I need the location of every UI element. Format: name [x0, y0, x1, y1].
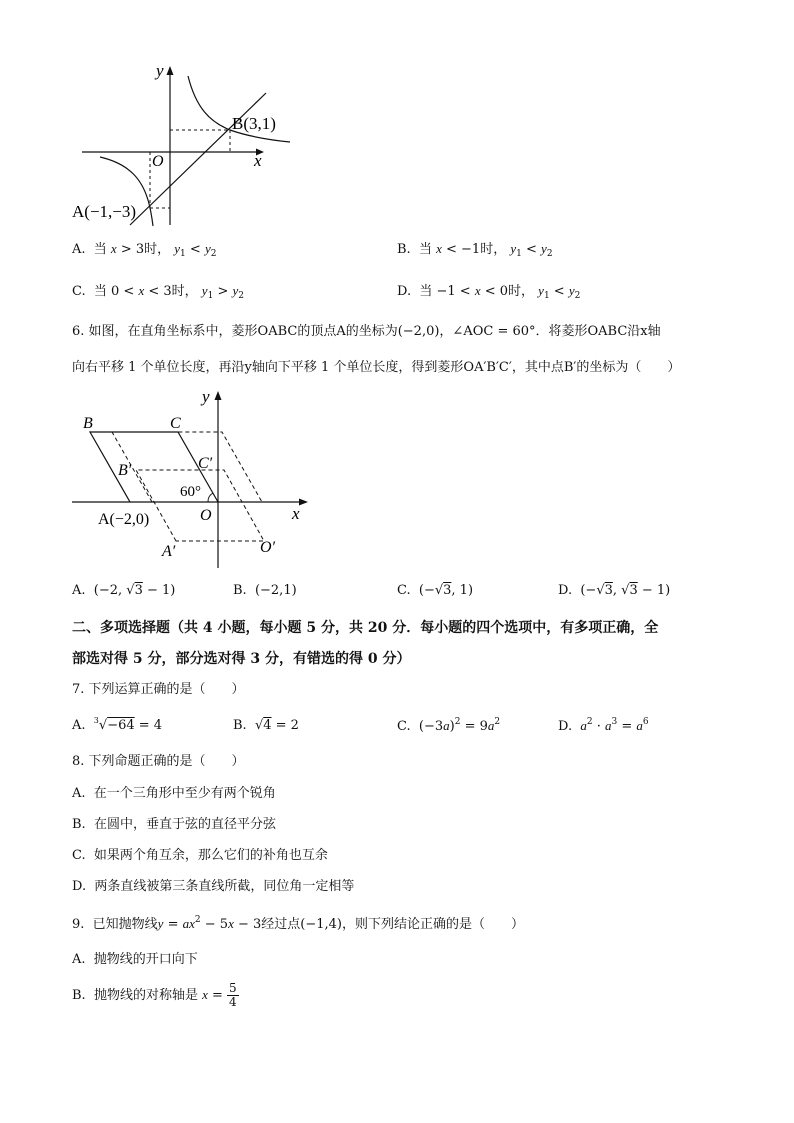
figure-2-x-label: x [292, 504, 300, 523]
q5-option-a[interactable]: A. 当 x > 3时， $y_1 < y_2$ [72, 241, 217, 259]
figure-2-point-o-prime: O′ [260, 539, 276, 556]
figure-2-point-a-prime: A′ [162, 543, 176, 560]
q5-option-b[interactable]: B. 当 x < −1时， $y_1 < y_2$ [397, 241, 553, 259]
q7-option-b[interactable]: B. √4 = 2 [233, 718, 299, 733]
q9-stem: 9. 已知抛物线$y = ax^2 - 5x - 3$经过点(−1,4)，则下列结论正确的是（ ） [72, 915, 524, 932]
section-2-heading-line-2: 部选对得 5 分，部分选对得 3 分，有错选的得 0 分） [72, 651, 411, 667]
figure-2-y-label: y [202, 388, 210, 406]
q7-option-a[interactable]: A. $^3$√−64 = 4 [72, 716, 163, 733]
figure-1-point-a-label: A(−1,−3) [72, 202, 137, 221]
figure-1-point-b-label: B(3,1) [232, 114, 276, 133]
q5-option-d[interactable]: D. 当 −1 < x < 0时， $y_1 < y_2$ [397, 283, 581, 301]
figure-2-rhombus [70, 388, 320, 573]
figure-1-hyperbola-line [70, 60, 300, 230]
q6-option-b[interactable]: B. (−2,1) [233, 583, 297, 598]
q6-stem-line-2: 向右平移 1 个单位长度，再沿y轴向下平移 1 个单位长度，得到菱形OA′B′C′，其中点B′的坐标为（ ） [72, 360, 681, 375]
q8-option-a[interactable]: A. 在一个三角形中至少有两个锐角 [72, 786, 276, 801]
figure-1-origin-label: O [152, 153, 164, 170]
q6-option-a[interactable]: A. (−2, √3 − 1) [72, 583, 176, 598]
figure-1-y-label: y [156, 61, 164, 80]
q6-option-d[interactable]: D. (−√3, √3 − 1) [558, 583, 671, 598]
figure-2-point-c: C [170, 415, 181, 432]
figure-2-point-c-prime: C′ [198, 455, 213, 472]
q6-stem-line-1: 6. 如图，在直角坐标系中，菱形OABC的顶点A的坐标为(−2,0)，∠AOC = 60°．将菱形OABC沿x轴 [72, 324, 661, 339]
figure-2-point-b: B [83, 415, 93, 432]
q8-option-d[interactable]: D. 两条直线被第三条直线所截，同位角一定相等 [72, 879, 355, 894]
q7-stem: 7. 下列运算正确的是（ ） [72, 682, 245, 697]
fraction-5-over-4: $\frac{5}{4}$ [229, 981, 237, 1009]
section-2-heading-line-1: 二、多项选择题（共 4 小题，每小题 5 分，共 20 分．每小题的四个选项中，有多项正确，全 [72, 620, 659, 636]
figure-2-point-b-prime: B′ [118, 462, 132, 479]
q5-option-c[interactable]: C. 当 0 < x < 3时， $y_1 > y_2$ [72, 283, 244, 301]
q8-option-b[interactable]: B. 在圆中，垂直于弦的直径平分弦 [72, 817, 276, 832]
q9-option-a[interactable]: A. 抛物线的开口向下 [72, 952, 198, 967]
q6-option-c[interactable]: C. (−√3, 1) [397, 583, 474, 598]
figure-2-angle-label: 60° [180, 484, 201, 500]
q7-option-c[interactable]: C. $(-3a)^2 = 9a^2$ [397, 717, 501, 734]
figure-2-origin-label: O [200, 507, 212, 524]
q8-option-c[interactable]: C. 如果两个角互余，那么它们的补角也互余 [72, 848, 328, 863]
figure-2-point-a: A(−2,0) [98, 511, 150, 528]
q8-stem: 8. 下列命题正确的是（ ） [72, 754, 245, 769]
q9-option-b[interactable]: B. 抛物线的对称轴是 x = $\frac{5}{4}$ [72, 981, 237, 1009]
figure-1-x-label: x [254, 151, 262, 170]
q7-option-d[interactable]: D. $a^2 \cdot a^3 = a^6$ [558, 717, 649, 734]
